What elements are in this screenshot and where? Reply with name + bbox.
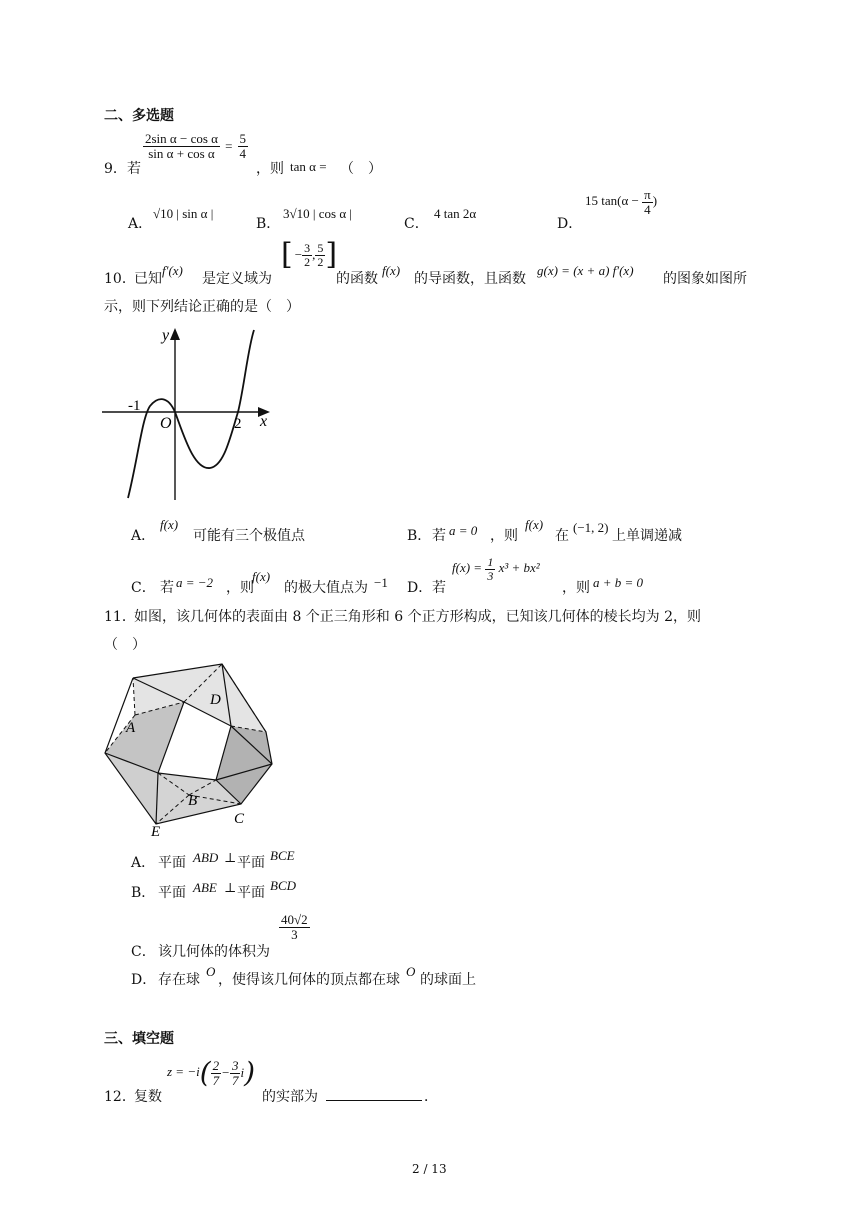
q10-option-d-poly: x³ + bx²: [498, 560, 540, 576]
q10-option-d-num: 1: [487, 555, 494, 569]
q11-option-b-perp: ⊥: [224, 880, 237, 895]
q11-option-b-t1: 平面: [158, 885, 186, 901]
label-e: E: [151, 824, 161, 840]
q12-right-paren: ): [244, 1056, 255, 1089]
q11-option-a-t2: 平面: [237, 855, 265, 871]
q9-rhs-numerator: 5: [239, 131, 246, 146]
q11-option-b-t2: 平面: [237, 885, 265, 901]
q10-fx: f(x): [382, 263, 401, 278]
q10-option-d-label: D．: [407, 580, 433, 596]
q9-option-d-label: D．: [557, 216, 583, 232]
q10-option-d-f: f(x) =: [452, 560, 483, 576]
q9-option-d-four: 4: [644, 201, 651, 217]
q9-then: ，则: [256, 161, 284, 177]
q11-stem: 如图，该几何体的表面由 8 个正三角形和 6 个正方形构成，已知该几何体的棱长均为 2，则: [134, 609, 701, 625]
tick-minus-one: -1: [128, 398, 141, 414]
q12-i: i: [240, 1065, 245, 1080]
q10-line2: 示，则下列结论正确的是（ ）: [104, 299, 300, 315]
q9-option-d-prefix: 15 tan(α −: [585, 193, 639, 209]
q9-option-b-label: B．: [256, 216, 281, 232]
q12-b-num: 3: [231, 1057, 239, 1073]
q11-option-c-den: 3: [291, 926, 298, 942]
q10-fprime: f′(x): [162, 263, 183, 278]
y-axis-arrow: [170, 328, 180, 340]
q11-option-d-label: D．: [131, 972, 157, 988]
q12-t2: 的实部为: [262, 1089, 318, 1105]
q10-option-d-den: 3: [487, 568, 494, 583]
q11-option-b-label: B．: [131, 885, 156, 901]
q9-option-a-expr: √10 | sin α |: [153, 206, 214, 221]
q12-number: 12．: [104, 1089, 136, 1105]
q12-b-den: 7: [231, 1072, 239, 1088]
q10-option-b-cond: a = 0: [449, 523, 478, 538]
y-axis-label: y: [162, 327, 170, 344]
q10-domain-layout: [ − $\frac{3}{2}$ , $\frac{5}{2}$ ]: [281, 237, 338, 272]
q9-option-d-pi: π: [644, 187, 651, 202]
q10-option-c-label: C．: [131, 580, 156, 596]
q10-option-d-t1: 若: [432, 580, 446, 596]
q10-option-c-t3: 的极大值点为: [284, 580, 368, 596]
page-number: 2 / 13: [412, 1162, 447, 1176]
q10-g-definition: g(x) = (x + a) f′(x): [537, 263, 634, 278]
q11-option-d-sphere-2: O: [406, 964, 416, 979]
q10-option-a-label: A．: [131, 528, 156, 544]
label-b: B: [188, 793, 198, 809]
q9-paren: （ ）: [340, 161, 382, 177]
q12-end: ．: [424, 1089, 438, 1105]
q10-option-a-f: f(x): [160, 517, 179, 532]
q10-domain-b-numerator: 5: [317, 240, 324, 255]
q10-domain-right-bracket: ]: [325, 237, 338, 272]
q11-option-c-label: C．: [131, 944, 156, 960]
q10-option-b-label: B．: [407, 528, 432, 544]
q12-a-den: 7: [212, 1072, 220, 1088]
q12-t1: 复数: [134, 1089, 162, 1105]
q10-t2: 是定义域为: [202, 271, 272, 287]
q10-option-b-t3: 在: [555, 528, 569, 544]
q10-domain-a-denominator: 2: [304, 254, 311, 269]
section-title-fill-in: 三、填空题: [104, 1031, 174, 1047]
q9-rhs-denominator: 4: [239, 145, 246, 161]
q10-t1: 已知: [134, 271, 162, 287]
q11-option-d-t2: ，使得该几何体的顶点都在球: [218, 972, 400, 988]
q10-domain-left-bracket: [: [281, 237, 293, 272]
q10-option-c-t1: 若: [160, 580, 174, 596]
q9-option-c-expr: 4 tan 2α: [434, 206, 477, 221]
q10-domain-a-numerator: 3: [304, 240, 311, 255]
q12-left-paren: (: [199, 1056, 211, 1089]
q11-option-b-plane2: BCD: [270, 878, 296, 893]
q12-z: z = −i: [167, 1063, 200, 1079]
q10-option-d-t2: ，则: [562, 580, 590, 596]
q11-number: 11．: [104, 609, 136, 625]
x-axis-label: x: [260, 413, 268, 430]
q11-option-d-sphere: O: [206, 964, 216, 979]
label-a: A: [126, 720, 136, 736]
q12-minus: −: [221, 1065, 230, 1080]
q10-number: 10．: [104, 271, 136, 287]
q11-figure: [100, 660, 280, 840]
q10-option-b-f: f(x): [525, 517, 544, 532]
q10-domain-b-denominator: 2: [317, 254, 324, 269]
q12-a-num: 2: [212, 1057, 220, 1073]
q10-option-c-f: f(x): [252, 569, 271, 584]
q9-ask: tan α =: [290, 159, 327, 174]
q10-option-c-value: −1: [374, 575, 388, 590]
tick-two: 2: [234, 416, 242, 432]
q10-graph: [98, 318, 278, 508]
q10-option-d-expr: [452, 556, 540, 582]
q10-t3: 的函数: [336, 271, 378, 287]
q9-option-b-expr: 3√10 | cos α |: [283, 206, 352, 221]
q11-option-c-volume: [279, 913, 310, 941]
q10-option-b-t1: 若: [432, 528, 446, 544]
q9-option-a-label: A．: [128, 216, 153, 232]
label-c: C: [234, 811, 245, 827]
q10-t4: 的导函数，且函数: [414, 271, 526, 287]
q9-frac-denominator: sin α + cos α: [148, 145, 215, 161]
q10-option-b-t4: 上单调递减: [612, 528, 682, 544]
q11-option-c-text: 该几何体的体积为: [158, 944, 270, 960]
q11-option-a-label: A．: [131, 855, 156, 871]
g-curve: [128, 330, 254, 498]
q11-paren: （ ）: [104, 637, 146, 653]
q9-frac-numerator: 2sin α − cos α: [145, 131, 218, 146]
q9-number: 9．: [104, 161, 127, 177]
q11-option-a-plane1: ABD: [193, 850, 219, 865]
q10-option-d-conclusion: a + b = 0: [593, 575, 644, 590]
q11-option-a-t1: 平面: [158, 855, 186, 871]
q10-option-c-t2: ，则: [226, 580, 254, 596]
q9-option-d-suffix: ): [652, 193, 658, 209]
q10-t5: 的图象如图所: [663, 271, 747, 287]
q10-option-c-cond: a = −2: [176, 575, 214, 590]
q9-option-c-label: C．: [404, 216, 429, 232]
origin-label: O: [160, 415, 172, 432]
q11-option-b-plane1: ABE: [193, 880, 217, 895]
q9-condition: [143, 132, 248, 160]
q11-option-d-t1: 存在球: [158, 972, 200, 988]
q12-answer-blank[interactable]: [326, 1086, 422, 1105]
q9-equals: =: [225, 138, 233, 154]
q10-option-b-interval: (−1, 2): [573, 520, 609, 535]
q11-option-c-num: 40√2: [281, 912, 308, 927]
section-title-multiple-choice: 二、多选题: [104, 108, 174, 124]
q10-option-b-t2: ，则: [490, 528, 518, 544]
q9-option-d-expr: [585, 188, 657, 216]
q10-option-a-text: 可能有三个极值点: [193, 528, 305, 544]
q11-option-d-t3: 的球面上: [420, 972, 476, 988]
label-d: D: [210, 692, 221, 708]
q9-lead: 若: [127, 161, 141, 177]
q11-option-a-plane2: BCE: [270, 848, 295, 863]
q12-expression: [167, 1058, 255, 1088]
q11-option-a-perp: ⊥: [224, 850, 237, 865]
